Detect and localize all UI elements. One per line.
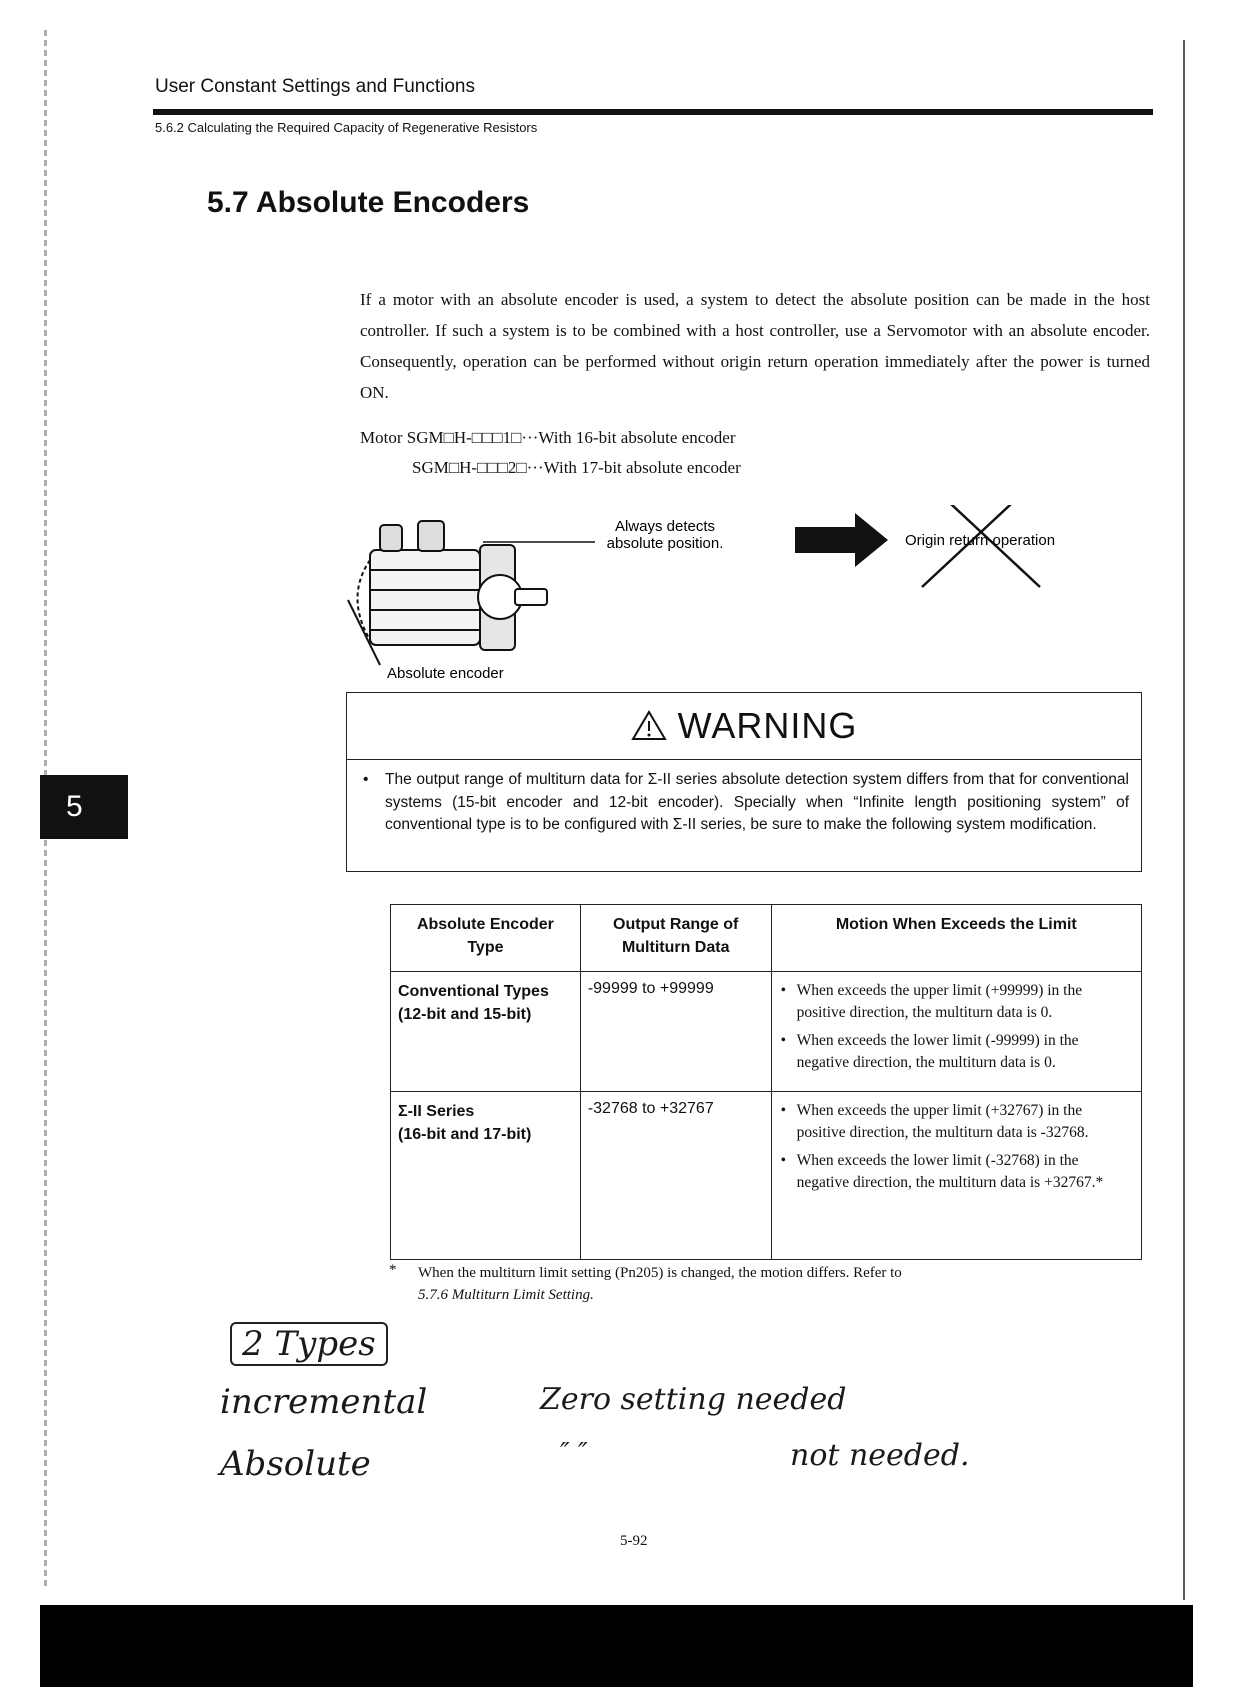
table-row [391,972,1142,1092]
motion-item: • When exceeds the lower limit (-99999) in the negative direction, the multiturn data is 0. [780,1032,1079,1071]
absolute-encoder-diagram [340,505,1110,685]
handwritten-ditto-marks: ″ ″ [560,1438,588,1468]
encoder-type-bits: (12-bit and 15-bit) [398,1006,532,1023]
warning-title-row [347,693,1141,760]
header-rule [153,109,1153,115]
encoder-type-cell [391,972,581,1092]
warning-text: The output range of multiturn data for Σ-II series absolute detection system differs from that for conventional systems (15-bit encoder and 12-bit encoder). Specially when “Infinite length positioning system” of conventional type is to be configured with Σ-II series, be sure to make the following system modification. [385,771,1129,833]
encoder-label: Absolute encoder [387,665,504,682]
warning-triangle-icon [631,709,667,741]
footnote-mark: * [389,1262,397,1278]
handwritten-notes [200,1320,1100,1520]
motion-item: • When exceeds the upper limit (+32767) in the positive direction, the multiturn data is -32768. [780,1102,1089,1141]
handwritten-incremental: incremental [220,1382,428,1422]
detect-label-line1: Always detects [614,518,716,535]
encoder-type-name: Σ-II Series [398,1103,475,1120]
footnote [418,1262,902,1306]
column-header-encoder-type: Absolute Encoder Type [391,905,581,972]
motion-item: • When exceeds the lower limit (-32768) in the negative direction, the multiturn data is +32767.* [780,1152,1104,1191]
footnote-reference: 5.7.6 Multiturn Limit Setting. [418,1287,594,1303]
handwritten-title: 2 Types [230,1322,388,1366]
running-title: User Constant Settings and Functions [155,76,476,97]
output-range-cell: -32768 to +32767 [580,1092,771,1260]
chapter-tab: 5 [40,775,128,839]
handwritten-zero-setting-needed: Zero setting needed [540,1382,847,1417]
handwritten-absolute: Absolute [220,1444,371,1484]
origin-return-label: Origin return operation [904,532,1056,549]
motion-cell [771,972,1141,1092]
encoder-type-bits: (16-bit and 17-bit) [398,1126,532,1143]
table-row [391,1092,1142,1260]
handwritten-not-needed: not needed. [790,1438,970,1473]
detect-label-line2: absolute position. [606,535,724,552]
motor-model-line-16bit: Motor SGM□H-□□□1□···With 16-bit absolute encoder [360,428,736,447]
table-header-row [391,905,1142,972]
warning-box [346,692,1142,872]
footnote-text: When the multiturn limit setting (Pn205) is changed, the motion differs. Refer to [418,1265,902,1281]
bottom-scan-band [40,1605,1193,1687]
warning-bullet: • [363,771,369,788]
column-header-motion: Motion When Exceeds the Limit [771,905,1141,972]
warning-title: WARNING [677,705,858,746]
warning-body [363,769,1129,837]
encoder-type-cell [391,1092,581,1260]
subsection-title: 5.6.2 Calculating the Required Capacity of Regenerative Resistors [155,120,538,135]
output-range-cell: -99999 to +99999 [580,972,771,1092]
motor-model-line-17bit: SGM□H-□□□2□···With 17-bit absolute encoder [412,458,741,477]
multiturn-limit-table [390,904,1142,1260]
intro-paragraph: If a motor with an absolute encoder is used, a system to detect the absolute position can be made in the host controller. If such a system is to be combined with a host controller, use a Servomotor with an absolute encoder. Consequently, operation can be performed without origin return operation immediately after the power is turned ON. [360,290,1150,402]
right-arrow-icon [795,513,888,567]
section-heading: 5.7 Absolute Encoders [207,186,530,219]
column-header-output-range: Output Range of Multiturn Data [580,905,771,972]
page-number: 5-92 [620,1533,648,1549]
encoder-type-name: Conventional Types [398,983,549,1000]
motion-item: • When exceeds the upper limit (+99999) in the positive direction, the multiturn data is 0. [780,982,1083,1021]
scan-right-edge [1183,40,1185,1600]
motion-cell [771,1092,1141,1260]
